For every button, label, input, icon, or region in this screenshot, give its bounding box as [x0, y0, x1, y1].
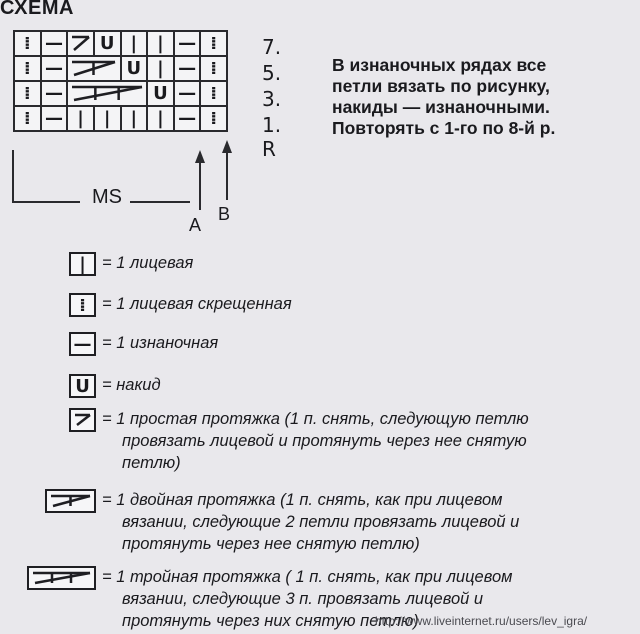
row-number: 1. R [262, 113, 282, 161]
purl-symbol [69, 332, 96, 356]
cell-symbol: — [178, 32, 197, 54]
cell-symbol: — [44, 107, 63, 129]
legend-text-line: провязать лицевой и протянуть через нее снятую [122, 432, 527, 450]
note-line: В изнаночных рядах все [332, 55, 547, 75]
legend-text-line: = 1 тройная протяжка ( 1 п. снять, как при лицевом [102, 568, 513, 586]
legend-text-line: = 1 простая протяжка (1 п. снять, следующую петлю [102, 410, 529, 428]
legend-text-line: = 1 лицевая [102, 254, 194, 272]
single-decrease-symbol [69, 408, 96, 432]
cell-symbol: U [153, 82, 168, 104]
legend-text-line: вязании, следующие 2 петли провязать лицевой и [122, 513, 520, 531]
ms-bracket [13, 150, 80, 202]
cell-symbol: ⁞ [23, 32, 31, 54]
knit-symbol [69, 252, 96, 276]
double-decrease-symbol [45, 489, 96, 513]
cell-symbol: — [178, 82, 197, 104]
legend-symbol-glyph: — [73, 333, 92, 355]
cell-symbol: U [126, 57, 142, 79]
decrease-glyph [29, 568, 94, 588]
note-line: накиды — изнаночными. [332, 97, 550, 117]
note-line: петли вязать по рисунку, [332, 76, 550, 96]
cell-symbol: | [157, 107, 164, 129]
ms-label: MS [92, 186, 122, 208]
cell-symbol: — [178, 57, 197, 79]
watermark-url: http://www.liveinternet.ru/users/lev_igra/ [375, 614, 588, 628]
legend-text-line: = 1 лицевая скрещенная [102, 295, 292, 313]
legend-text-line: петлю) [122, 454, 181, 472]
cell-symbol: | [77, 107, 84, 129]
cell-symbol: ⁞ [23, 107, 31, 129]
legend-symbol-glyph: | [79, 253, 86, 275]
legend-text-line: протянуть через них снятую петлю) [122, 612, 419, 630]
cell-symbol: U [99, 32, 115, 54]
cell-symbol: ⁞ [210, 82, 218, 104]
legend-text-line: = накид [102, 376, 161, 394]
decrease-glyph [71, 410, 94, 430]
legend-symbol-glyph: ⁞ [79, 294, 86, 316]
cell-symbol: | [130, 32, 138, 54]
cell-symbol: — [44, 82, 63, 104]
legend-symbol-glyph: U [75, 375, 90, 397]
decrease-glyph [47, 491, 94, 511]
row-number: 7. [262, 35, 282, 59]
row-number: 5. [262, 61, 282, 85]
twisted-knit-symbol [69, 293, 96, 317]
row-number: 3. [262, 87, 282, 111]
legend-text-line: = 1 двойная протяжка (1 п. снять, как при лицевом [102, 491, 503, 509]
marker-a-label: A [189, 215, 202, 235]
cell-symbol: | [157, 32, 164, 54]
legend-text-line: = 1 изнаночная [102, 334, 219, 352]
cell-symbol: | [157, 57, 164, 79]
cell-symbol: | [130, 107, 138, 129]
cell-symbol: — [44, 57, 63, 79]
legend-text-line: вязании, следующие 3 п. провязать лицевой и [122, 590, 484, 608]
yarn-over-symbol [69, 374, 96, 398]
cell-symbol: | [103, 107, 111, 129]
marker-b-label: B [218, 204, 231, 224]
legend-text-line: протянуть через нее снятую петлю) [122, 535, 420, 553]
cell-symbol: ⁞ [210, 32, 218, 54]
cell-symbol: ⁞ [23, 82, 31, 104]
chart-title: СХЕМА [0, 0, 74, 19]
arrow-a-head [195, 150, 205, 163]
cell-symbol: ⁞ [210, 107, 218, 129]
arrow-b-head [222, 140, 232, 153]
triple-decrease-symbol [27, 566, 96, 590]
cell-symbol: ⁞ [23, 57, 31, 79]
cell-symbol: ⁞ [210, 57, 218, 79]
cell-symbol: — [44, 32, 63, 54]
cell-symbol: — [178, 107, 197, 129]
note-line: Повторять с 1-го по 8-й р. [332, 118, 556, 138]
